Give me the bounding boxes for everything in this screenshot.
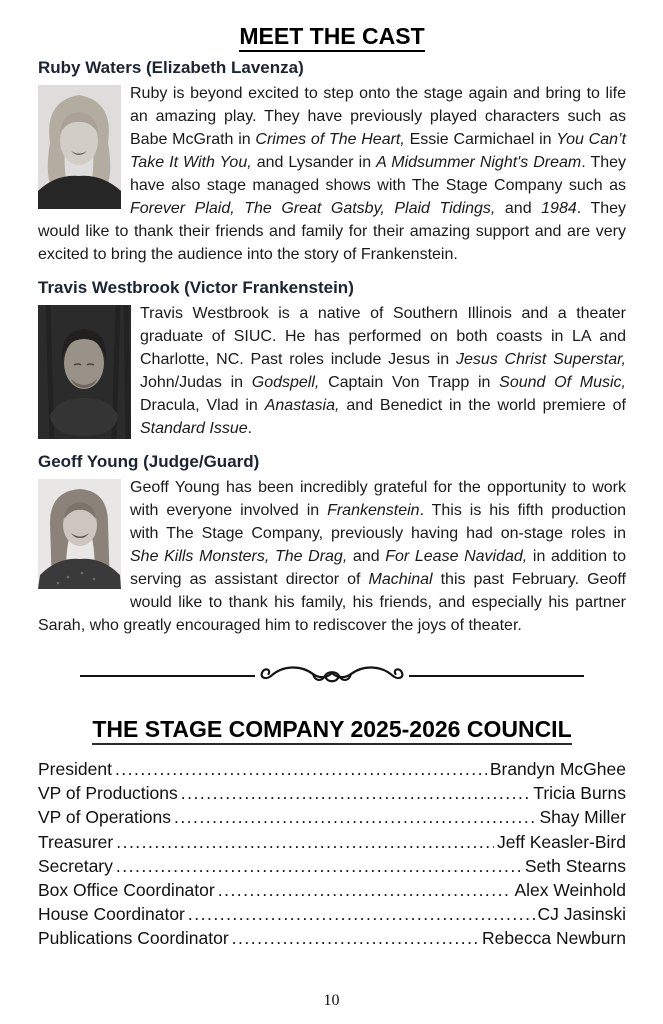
- council-row: [38, 902, 626, 926]
- page-number: 10: [323, 992, 340, 1009]
- geoff-young-portrait-photo: [38, 479, 121, 589]
- cast-section-travis-westbrook: [38, 277, 626, 440]
- dot-leader: [181, 781, 531, 805]
- divider-line-left: [80, 675, 255, 677]
- council-role: Box Office Coordinator: [38, 880, 215, 901]
- cast-member-name: Travis Westbrook (Victor Frankenstein): [38, 278, 354, 297]
- council-role: Treasurer: [38, 831, 114, 852]
- dot-leader: [188, 902, 535, 926]
- council-role: VP of Operations: [38, 807, 171, 828]
- section-divider: [80, 661, 584, 691]
- council-member-name: Tricia Burns: [533, 783, 626, 804]
- cast-member-name: Geoff Young (Judge/Guard): [38, 452, 260, 471]
- dot-leader: [116, 830, 494, 854]
- cast-section-geoff-young: [38, 451, 626, 637]
- cast-section-ruby-waters: [38, 57, 626, 266]
- council-role: Secretary: [38, 855, 113, 876]
- council-list: [38, 757, 626, 951]
- dot-leader: [232, 926, 479, 950]
- cast-bio-text: Ruby is beyond excited to step onto the stage again and bring to life an amazing play. They have previously played characters such as Babe McGrath in Crimes of The Heart, Essie Carmichael in You Can’t Take It With You, and Lysander in A Midsummer Night's Dream. They have also stage managed shows with The Stage Company such as Forever Plaid, The Great Gatsby, Plaid Tidings, and 1984. They would like to thank their friends and family for their amazing support and are very excited to bring the audience into the story of Frankenstein.: [38, 85, 627, 263]
- council-role: House Coordinator: [38, 904, 185, 925]
- council-member-name: Jeff Keasler-Bird: [496, 831, 626, 852]
- council-member-name: Alex Weinhold: [514, 880, 626, 901]
- cast-member-name: Ruby Waters (Elizabeth Lavenza): [38, 58, 304, 77]
- council-member-name: Seth Stearns: [524, 855, 626, 876]
- council-member-name: Brandyn McGhee: [489, 759, 626, 779]
- council-role: Publications Coordinator: [38, 928, 229, 949]
- dot-leader: [116, 854, 522, 878]
- dot-leader: [115, 757, 487, 781]
- council-role: President: [38, 759, 112, 779]
- dot-leader: [218, 878, 512, 902]
- council-row: [38, 757, 626, 781]
- divider-line-right: [409, 675, 584, 677]
- council-row: [38, 805, 626, 829]
- council-row: [38, 830, 626, 854]
- ornamental-flourish-divider-icon: [257, 661, 407, 691]
- council-row: [38, 926, 626, 950]
- council-row: [38, 878, 626, 902]
- council-row: [38, 781, 626, 805]
- dot-leader: [174, 805, 536, 829]
- council-member-name: CJ Jasinski: [537, 904, 626, 925]
- council-member-name: Shay Miller: [539, 807, 626, 828]
- travis-westbrook-portrait-photo: [38, 305, 131, 439]
- council-row: [38, 854, 626, 878]
- cast-bio-text: Travis Westbrook is a native of Southern Illinois and a theater graduate of SIUC. He has performed on both coasts in LA and Charlotte, NC. Past roles include Jesus in Jesus Christ Superstar, John/Judas in Godspell, Captain Von Trapp in Sound Of Music, Dracula, Vlad in Anastasia, and Benedict in the world premiere of Standard Issue.: [38, 302, 626, 440]
- cast-bio-text: Geoff Young has been incredibly grateful for the opportunity to work with everyone involved in Frankenstein. This is his fifth production with The Stage Company, previously having had on-stage roles in She Kills Monsters, The Drag, and For Lease Navidad, in addition to serving as assistant director of Machinal this past February. Geoff would like to thank his family, his friends, and especially his partner Sarah, who greatly encouraged him to rediscover the joys of theater.: [38, 479, 627, 634]
- council-member-name: Rebecca Newburn: [482, 928, 626, 949]
- ruby-waters-portrait-photo: [38, 85, 121, 209]
- page-title: MEET THE CAST: [38, 22, 626, 50]
- council-role: VP of Productions: [38, 783, 178, 804]
- council-title: THE STAGE COMPANY 2025-2026 COUNCIL: [38, 715, 626, 743]
